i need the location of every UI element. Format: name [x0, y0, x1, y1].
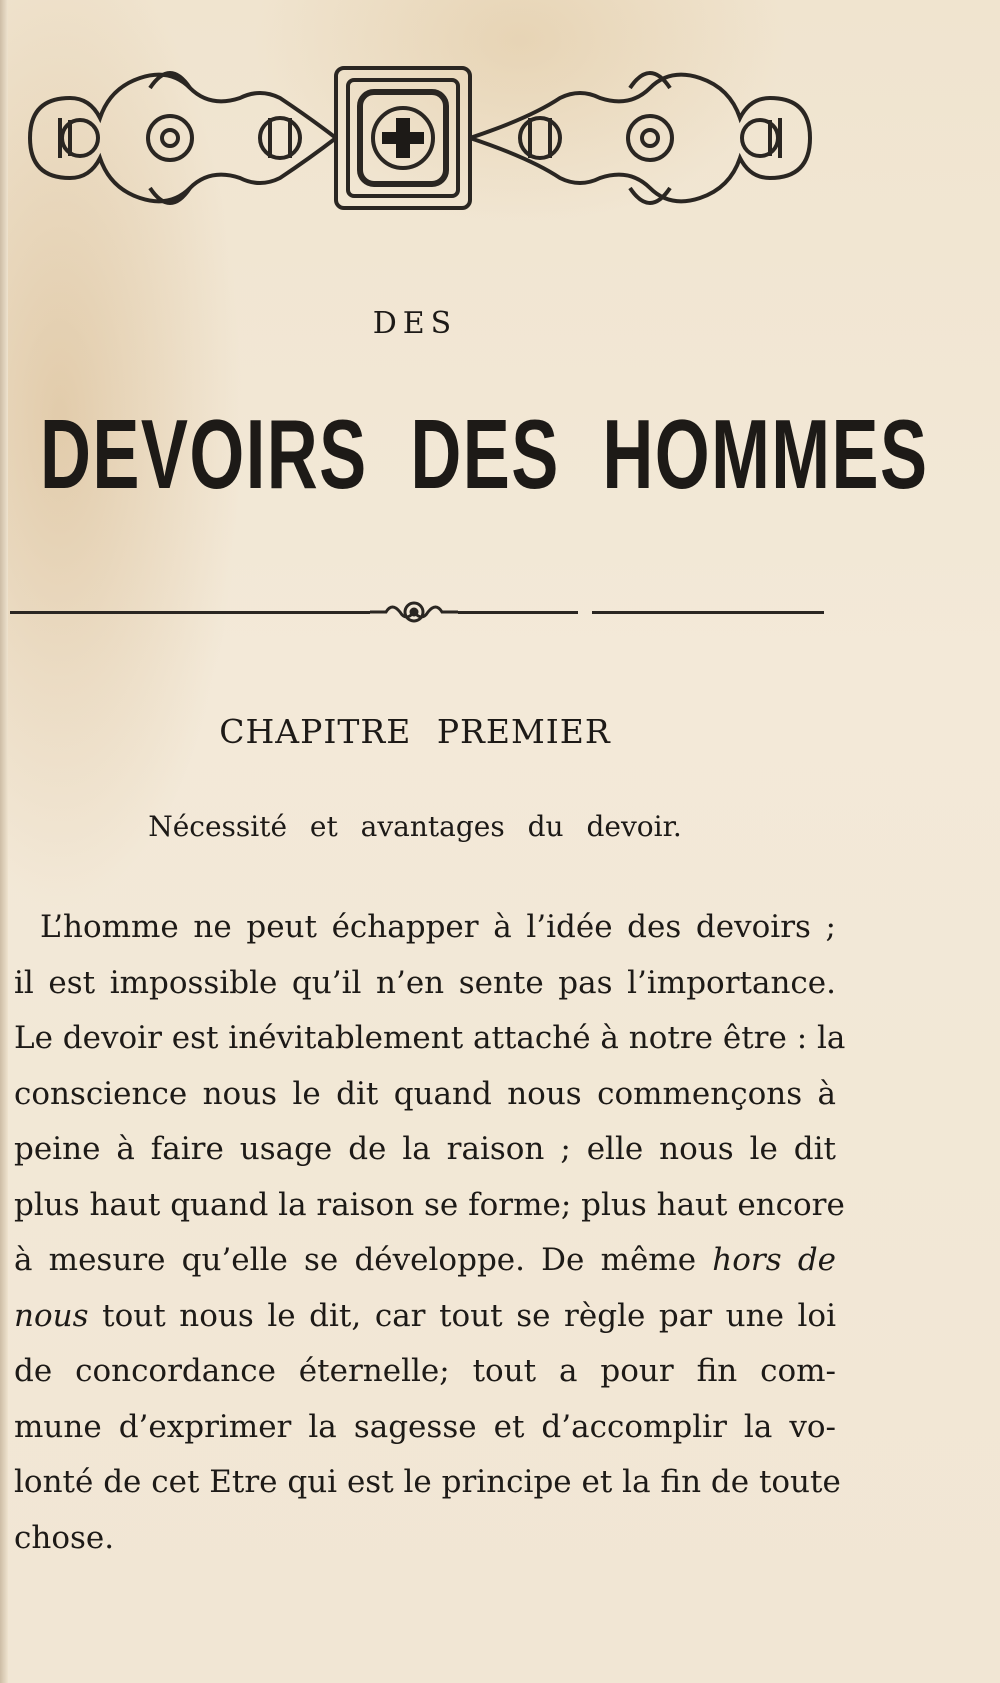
- italic-text: nous: [14, 1297, 89, 1334]
- chapter-subtitle: Nécessité et avantages du devoir.: [148, 810, 682, 843]
- divider-rule-far-right: [592, 611, 824, 614]
- divider-rule-right: [458, 611, 578, 614]
- text-line: il est impossible qu’il n’en sente pas l’importance.: [14, 964, 836, 1001]
- chapter-heading: CHAPITRE PREMIER: [219, 712, 611, 751]
- italic-text: hors de: [712, 1242, 837, 1278]
- pretitle: DES: [372, 306, 458, 341]
- divider-ornament-icon: [368, 596, 460, 628]
- text-line: mune d’exprimer la sagesse et d’accomplir la vo-: [14, 1408, 836, 1445]
- text-line: [14, 1233, 836, 1289]
- text-line: de concordance éternelle; tout a pour fin com-: [14, 1353, 836, 1389]
- text-line: plus haut quand la raison se forme; plus haut encore: [14, 1186, 845, 1223]
- text-line: chose.: [14, 1519, 115, 1556]
- text-line: Le devoir est inévitablement attaché à notre être : la: [14, 1020, 846, 1056]
- body-paragraph: [14, 900, 846, 1566]
- text-line: [14, 1289, 836, 1345]
- divider-rule-left: [10, 611, 370, 614]
- book-title: DEVOIRS DES HOMMES: [40, 399, 929, 509]
- text-line: L’homme ne peut échapper à l’idée des devoirs ;: [40, 909, 836, 945]
- header-ornament: [20, 58, 820, 228]
- text-line: lonté de cet Etre qui est le principe et la fin de toute: [14, 1464, 841, 1500]
- text-segment: à mesure qu’elle se développe. De même: [14, 1242, 697, 1278]
- text-line: conscience nous le dit quand nous commençons à: [14, 1075, 836, 1112]
- text-line: peine à faire usage de la raison ; elle nous le dit: [14, 1131, 836, 1167]
- text-segment: tout nous le dit, car tout se règle par une loi: [102, 1297, 837, 1334]
